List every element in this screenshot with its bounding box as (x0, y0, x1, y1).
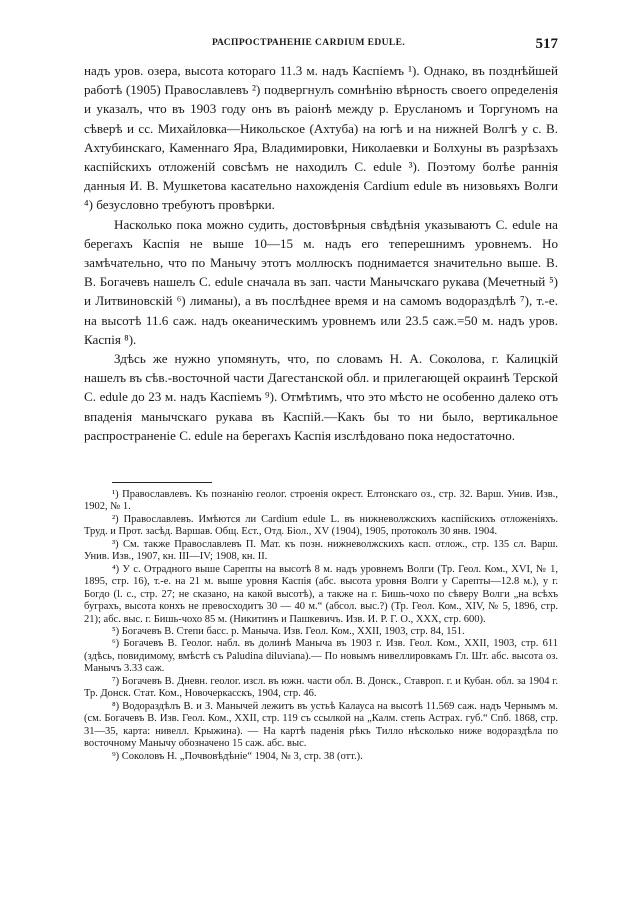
footnote: ⁹) Соколовъ Н. „Почвовѣдѣніе“ 1904, № 3, стр. 38 (отт.). (112, 750, 363, 762)
page-number: 517 (535, 36, 558, 52)
footnote: ⁵) Богачевъ В. Степи басс. р. Маныча. Изв. Геол. Ком., XXII, 1903, стр. 84, 151. (112, 625, 465, 637)
paragraph: Здѣсь же нужно упомянуть, что, по словамъ Н. А. Соколова, г. Калицкій нашелъ въ сѣв.-восточной части Дагестанской обл. и прилегающей окраинѣ Терской C. edule до 23 м. надъ Каспіемъ ⁹). Отмѣтимъ, что это мѣсто не особенно далеко отъ впаденія манычскаго рукава въ Каспій.—Какъ бы то ни было, вертикальное распространеніе C. edule на берегахъ Каспія изслѣдовано пока недостаточно. (84, 351, 558, 443)
footnote-separator (112, 482, 212, 483)
footnote: ²) Православлевъ. Имѣются ли Cardium edule L. въ нижневолжскихъ каспійскихъ отложеніяхъ. Труд. и Прот. засѣд. Варшав. Общ. Ест., Отд. Біол., XV (1904), 1905, протоколъ 30 янв. 1904. (84, 513, 558, 538)
main-text (84, 61, 558, 445)
footnote: ⁷) Богачевъ В. Дневн. геолог. изсл. въ южн. части обл. В. Донск., Ставроп. г. и Кубан. обл. за 1904 г. Тр. Донск. Стат. Ком., Новочеркасскъ, 1904, стр. 46. (84, 675, 558, 700)
paragraph: Насколько пока можно судить, достовѣрныя свѣдѣнія указываютъ C. edule на берегахъ Каспія не выше 10—15 м. надъ его теперешнимъ уровнемъ. Но замѣчательно, что по Манычу этотъ моллюскъ поднимается значительно выше. В. В. Богачевъ нашелъ C. edule сначала въ зап. части Манычскаго рукава (Мечетный ⁵) и Литвиновскій ⁶) лиманы), а въ послѣднее время и на самомъ водораздѣлѣ ⁷), т.-е. на высотѣ 11.6 саж. надъ океаническимъ уровнемъ или 23.5 саж.=50 м. надъ уров. Каспія ⁸). (84, 216, 558, 347)
paragraph: надъ уров. озера, высота котораго 11.3 м. надъ Каспіемъ ¹). Однако, въ позднѣйшей работѣ (1905) Православлевъ ²) подвергнулъ сомнѣнію вѣрность своего определенія и указалъ, что въ 1903 году онъ въ раіонѣ между р. Ерусланомъ и Торгуномъ на сѣверѣ и сс. Михайловка—Никольское (Ахтуба) на югѣ и на нижней Волгѣ у с. В. Ахтубинскаго, Каменнаго Яра, Владимировки, Николаевки и Болхуны въ разрѣзахъ каспійскихъ отложеній совсѣмъ не находилъ C. edule ³). Поэтому болѣе раннія данныя И. В. Мушкетова касательно нахожденія Cardium edule въ низовьяхъ Волги ⁴) безусловно требуютъ провѣрки. (84, 63, 558, 213)
page-header (84, 36, 558, 56)
running-title: РАСПРОСТРАНЕНІЕ CARDIUM EDULE. (212, 38, 406, 48)
footnotes (84, 489, 558, 763)
footnote: ³) См. также Православлевъ П. Мат. къ позн. нижневолжскихъ касп. отлож., стр. 135 сл. Варш. Унив. Изв., 1907, кн. III—IV; 1908, кн. II. (84, 538, 558, 563)
footnote: ⁸) Водораздѣлъ В. и З. Манычей лежитъ въ устьѣ Калауса на высотѣ 11.569 саж. надъ Чернымъ м. (см. Богачевъ В. Изв. Геол. Ком., XXII, стр. 119 съ ссылкой на „Калм. степь Астрах. губ.“ Спб. 1868, стр. 31—35, карта: нивелл. Крыжина). — На картѣ паденія рѣкъ Тилло нѣсколько ниже водораздѣла по восточному Манычу обозначено 15 саж. абс. выс. (84, 700, 558, 750)
footnote: ⁴) У с. Отрадного выше Сарепты на высотѣ 8 м. надъ уровнемъ Волги (Тр. Геол. Ком., XVI, № 1, 1895, стр. 16), т.-е. на 21 м. выше уровня Каспія (абс. высота уровня Волги у Сарепты—12.8 м.), у г. Богдо (l. c., стр. 27; не сказано, на какой высотѣ), а также на г. Бишь-чохо по сѣверу Волги „на всѣхъ буграхъ, высота конхъ не превосходитъ 30 — 40 м.“ (абсол. выс.?) (Тр. Геол. Ком., XIV, № 5, 1896, стр. 21); абс. выс. г. Бишь-чохо 85 м. (Никитинъ и Пашкевичъ. Изв. И. Р. Г. О., XXX, стр. 600). (84, 563, 558, 625)
footnote: ¹) Православлевъ. Къ познанію геолог. строенія окрест. Елтонскаго оз., стр. 32. Варш. Унив. Изв., 1902, № 1. (84, 489, 558, 513)
footnote: ⁶) Богачевъ В. Геолог. набл. въ долинѣ Маныча въ 1903 г. Изв. Геол. Ком., XXII, 1903, стр. 611 (здѣсь, повидимому, вмѣстѣ съ Paludina diluviana).— По новымъ нивеллировкамъ Гл. Шт. абс. высота оз. Манычъ 3.33 саж. (84, 638, 558, 675)
